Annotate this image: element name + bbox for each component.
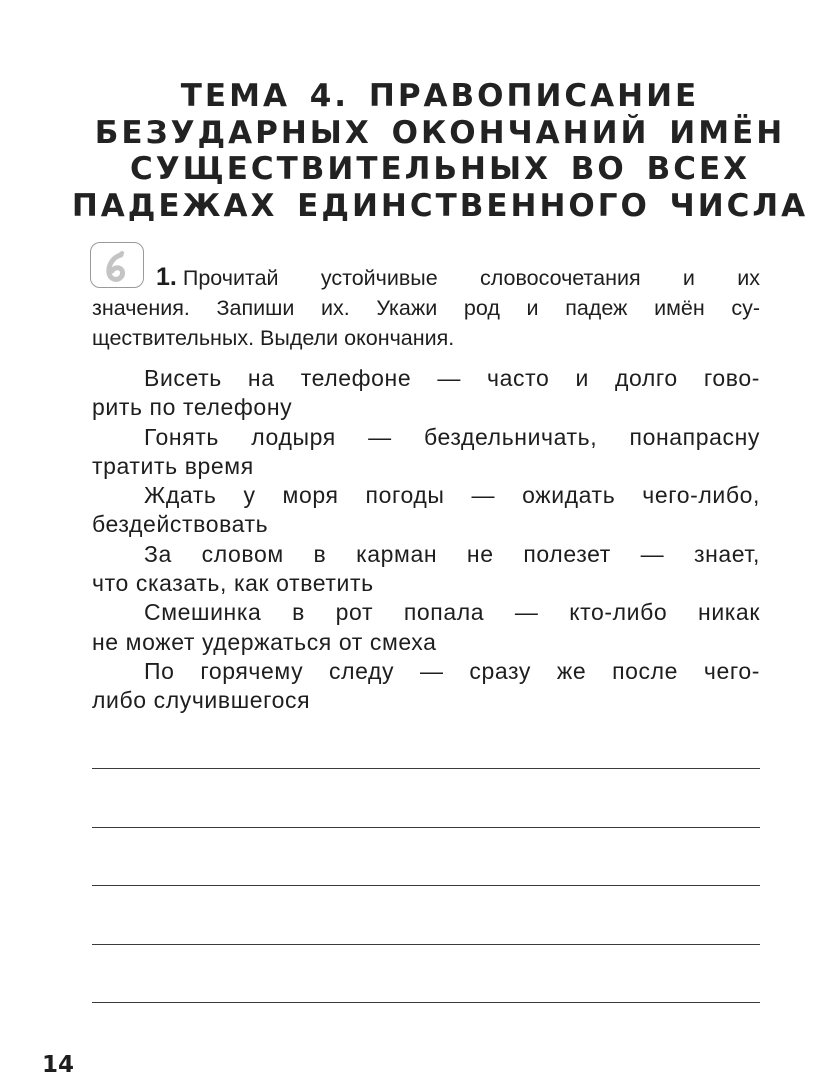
phrase-line: не может удержаться от смеха [92,628,437,655]
phrase-item [92,540,760,599]
task-text-line: значения. Запиши их. Укажи род и падеж имён су- [92,296,760,320]
answer-line[interactable] [92,768,760,827]
phrase-line: рить по телефону [92,394,293,421]
phrase-line: Смешинка в рот попала — кто-либо никак [144,599,760,626]
title-line: ПАДЕЖАХ ЕДИНСТВЕННОГО ЧИСЛА [71,187,809,224]
phrase-line: Ждать у моря погоды — ожидать чего-либо, [144,482,760,509]
phrase-line: По горячему следу — сразу же после чего- [144,657,760,684]
page-title [60,78,813,224]
task-line [92,262,760,293]
phrase-line: тратить время [92,452,254,479]
task-instruction [92,262,760,353]
phrase-item [92,364,760,423]
answer-line[interactable] [92,1002,760,1061]
answer-line[interactable] [92,944,760,1003]
phrase-line: Гонять лодыря — бездельничать, понапрасну [144,423,760,450]
task-number: 1. [156,263,177,291]
task-text-line: Прочитай устойчивые словосочетания и их [182,266,760,290]
phrase-item [92,598,760,657]
phrase-line: либо случившегося [92,687,311,714]
phrase-item [92,657,760,716]
phrase-list [92,364,760,716]
task-text-line: ществительных. Выдели окончания. [92,326,455,350]
answer-line[interactable] [92,827,760,886]
phrase-line: За словом в карман не полезет — знает, [144,540,760,567]
phrase-line: бездействовать [92,511,269,538]
title-line: БЕЗУДАРНЫХ ОКОНЧАНИЙ ИМЁН [94,114,786,151]
phrase-item [92,481,760,540]
title-line: ТЕМА 4. ПРАВОПИСАНИЕ [180,78,700,114]
phrase-line: Висеть на телефоне — часто и долго гово- [144,365,760,391]
phrase-item [92,423,760,482]
answer-line[interactable] [92,885,760,944]
phrase-line: что сказать, как ответить [92,570,374,597]
title-line: СУЩЕСТВИТЕЛЬНЫХ ВО ВСЕХ [129,151,751,187]
answer-lines [92,768,760,1061]
page-number: 14 [42,1052,75,1078]
